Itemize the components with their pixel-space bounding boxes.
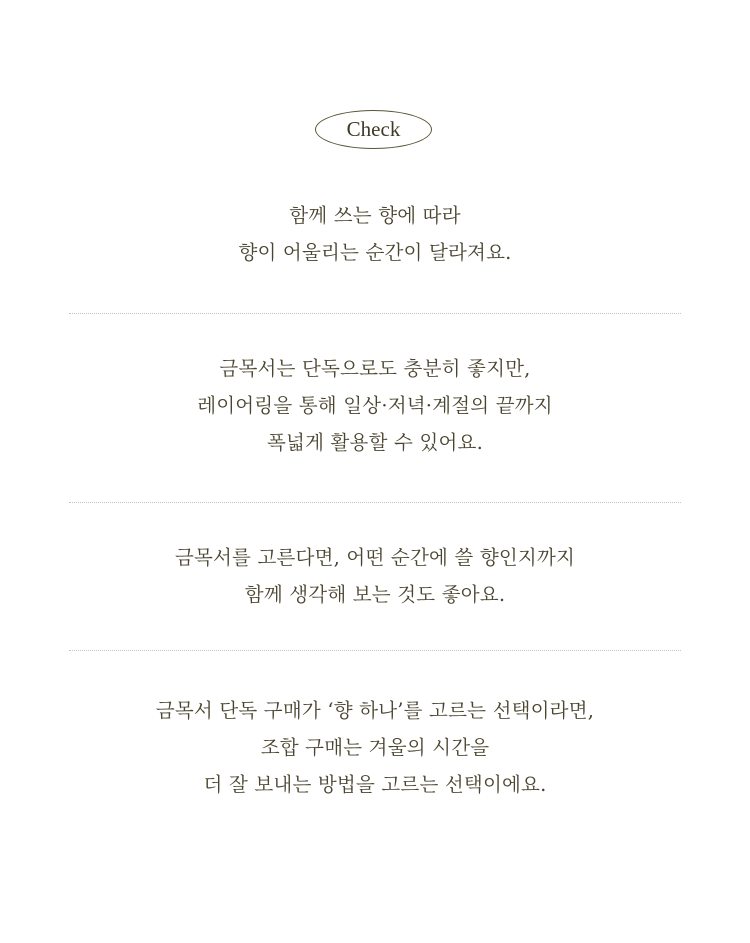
text-section-4 [0,692,750,803]
text-section-1 [0,197,750,271]
text-line: 금목서는 단독으로도 충분히 좋지만, [219,357,531,380]
text-line: 금목서를 고른다면, 어떤 순간에 쓸 향인지까지 [174,546,576,569]
text-line: 조합 구매는 겨울의 시간을 [260,736,490,759]
text-line: 레이어링을 통해 일상·저녁·계절의 끝까지 [197,394,553,417]
dotted-divider [69,313,681,314]
check-badge [315,110,432,149]
text-line: 향이 어울리는 순간이 달라져요. [238,241,512,264]
text-line: 함께 생각해 보는 것도 좋아요. [244,583,506,606]
text-line: 금목서 단독 구매가 ‘향 하나’를 고르는 선택이라면, [155,699,595,722]
text-section-3 [0,539,750,613]
text-line: 더 잘 보내는 방법을 고르는 선택이에요. [203,773,547,796]
check-badge-label: Check [346,117,401,141]
dotted-divider [69,650,681,651]
text-line: 폭넓게 활용할 수 있어요. [267,431,483,454]
dotted-divider [69,502,681,503]
text-line: 함께 쓰는 향에 따라 [289,204,461,227]
text-section-2 [0,350,750,461]
